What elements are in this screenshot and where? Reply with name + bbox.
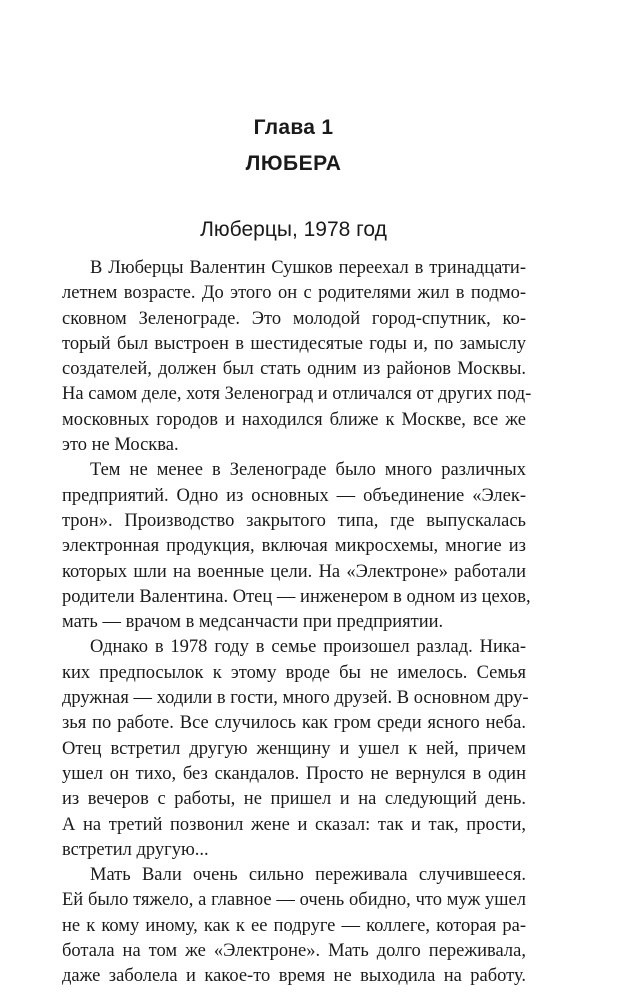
text-line: ушел он тихо, без скандалов. Просто не вернулся в один — [62, 763, 526, 784]
text-line: это не Москва. — [62, 435, 179, 456]
text-line: Отец встретил другую женщину и ушел к ней, причем — [62, 738, 526, 759]
text-line: дружная — ходили в гости, много друзей. В основном дру- — [62, 688, 529, 709]
text-line: трон». Производство закрытого типа, где выпускалась — [62, 510, 526, 531]
text-line: Ей было тяжело, а главное — очень обидно, что муж ушел — [62, 890, 526, 911]
text-line: торый был выстроен в шестидесятые годы и, по замыслу — [62, 333, 526, 354]
text-line: Мать Вали очень сильно переживала случившееся. — [90, 865, 526, 886]
section-title: Люберцы, 1978 год — [200, 218, 387, 241]
text-line: встретил другую... — [62, 839, 209, 860]
text-line: В Люберцы Валентин Сушков переехал в тринадцати- — [90, 258, 526, 278]
text-line: даже заболела и какое-то время не выходила на работу. — [62, 966, 526, 987]
text-line: создателей, должен был стать одним из районов Москвы. — [62, 359, 526, 380]
text-line: Однако в 1978 году в семье произошел разлад. Ника- — [90, 637, 526, 658]
text-line: мать — врачом в медсанчасти при предприятии. — [62, 612, 444, 633]
text-line: А на третий позвонил жене и сказал: так и так, прости, — [62, 814, 526, 835]
text-line: родители Валентина. Отец — инженером в одном из цехов, — [62, 586, 531, 607]
text-line: не к кому иному, как к ее подруге — коллеге, которая ра- — [62, 915, 526, 936]
text-line: электронная продукция, включая микросхемы, многие из — [62, 536, 526, 557]
text-line: летнем возрасте. До этого он с родителями жил в подмо- — [62, 283, 526, 304]
text-line: московных городов и находился ближе к Москве, все же — [62, 409, 526, 430]
text-line: предприятий. Одно из основных — объединение «Элек- — [62, 485, 526, 506]
body-text — [62, 256, 532, 990]
text-line: ких предпосылок к этому вроде бы не имелось. Семья — [62, 662, 526, 683]
text-line: зья по работе. Все случилось как гром среди ясного неба. — [62, 713, 526, 734]
text-line: Тем не менее в Зеленограде было много различных — [90, 460, 526, 481]
text-line: ботала на том же «Электроне». Мать долго переживала, — [62, 941, 526, 962]
text-line: которых шли на военные цели. На «Электроне» работали — [62, 561, 526, 582]
text-line: На самом деле, хотя Зеленоград и отличался от других под- — [62, 384, 532, 405]
text-line: сковном Зеленограде. Это молодой город-спутник, ко- — [62, 308, 526, 329]
chapter-number: Глава 1 — [253, 116, 334, 139]
chapter-title: ЛЮБЕРА — [245, 152, 342, 175]
text-line: из вечеров с работы, не пришел и на следующий день. — [62, 789, 526, 810]
